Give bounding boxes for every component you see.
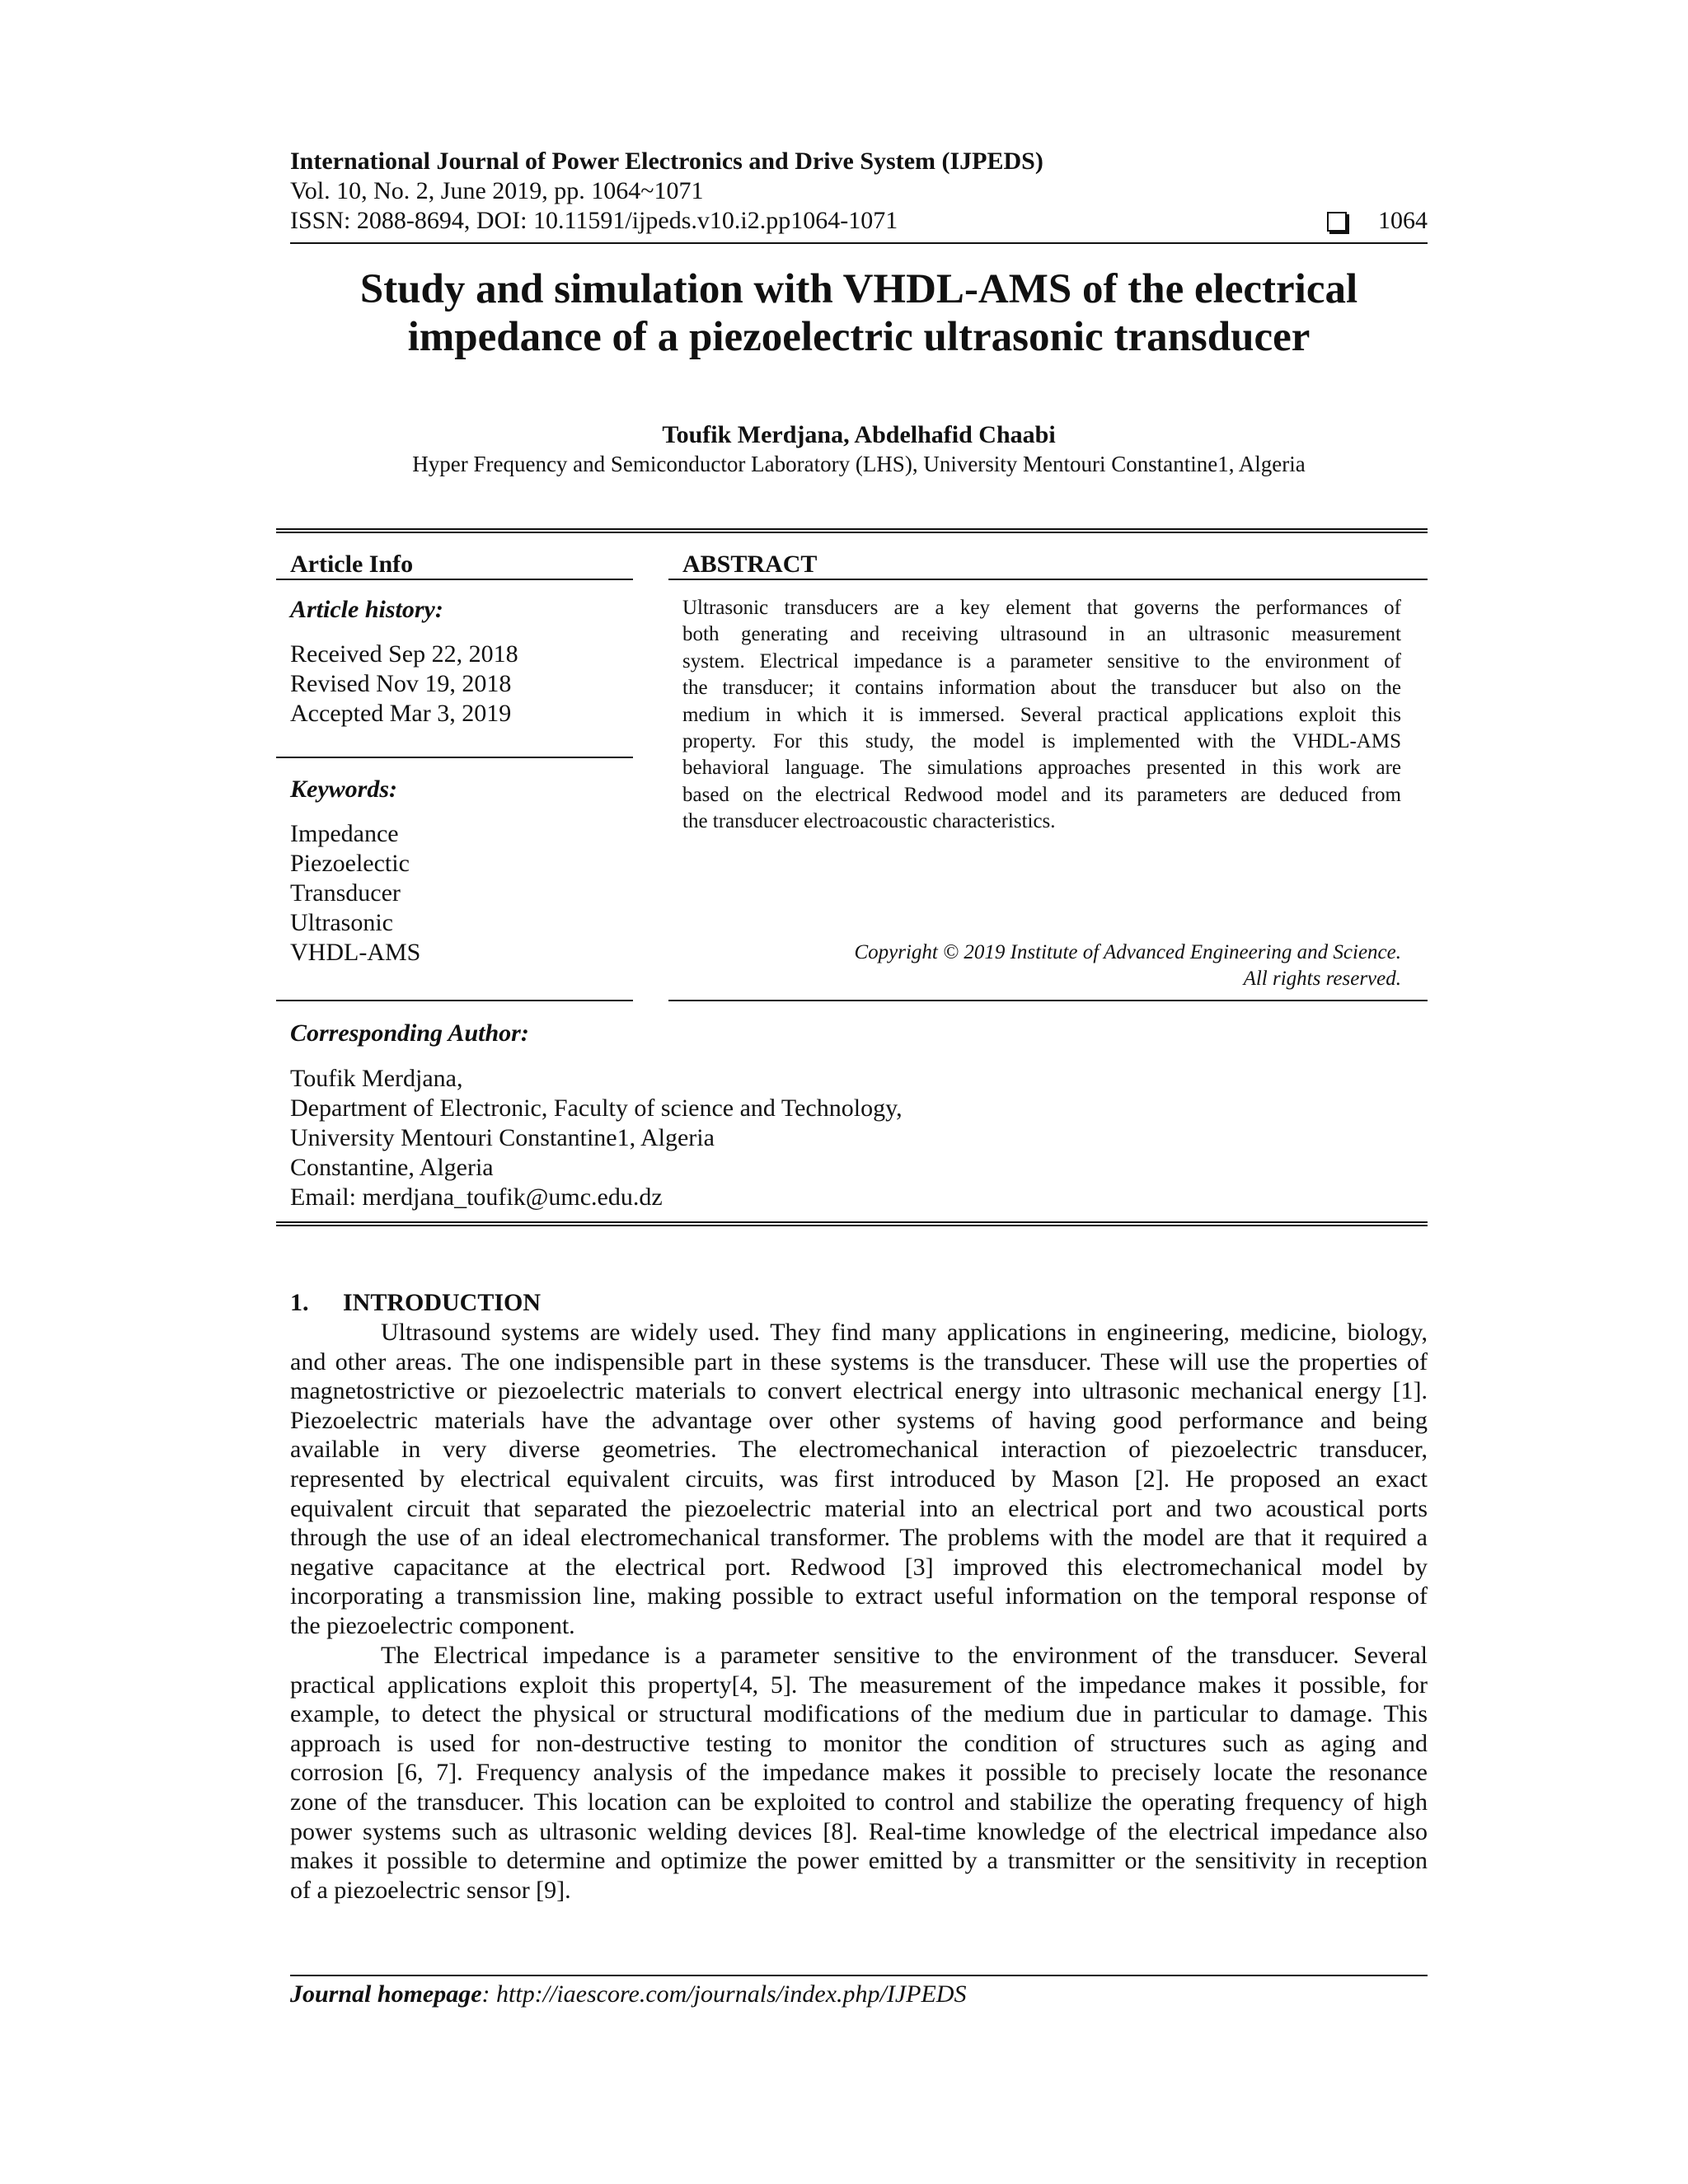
keyword-item: Ultrasonic: [290, 909, 393, 936]
keyword-item: Transducer: [290, 879, 401, 907]
corresponding-line: University Mentouri Constantine1, Algeria: [290, 1124, 715, 1151]
checkbox-square-icon: [1327, 212, 1347, 232]
journal-name: International Journal of Power Electronics and Drive System (IJPEDS): [290, 148, 1043, 175]
abstract-text: [682, 595, 1401, 836]
abstract-line: medium in which it is immersed. Several practical applications exploit this: [682, 703, 1401, 726]
keyword-item: Impedance: [290, 820, 399, 847]
paragraph-line: equivalent circuit that separated the piezoelectric material into an electrical port and two acoustical ports: [290, 1494, 1428, 1522]
paragraph-line: The Electrical impedance is a parameter sensitive to the environment of the transducer. Several: [381, 1642, 1428, 1669]
page-number-block: [1327, 206, 1428, 236]
paper-title: [247, 265, 1470, 361]
paragraph-line: corrosion [6, 7]. Frequency analysis of the impedance makes it possible to precisely locate the resonance: [290, 1759, 1428, 1787]
paragraph-line: example, to detect the physical or structural modifications of the medium due in particular to damage. This: [290, 1700, 1428, 1728]
paragraph-line: and other areas. The one indispensible part in these systems is the transducer. These will use the properties of: [290, 1347, 1428, 1376]
abstract-line: the transducer; it contains information about the transducer but also on the: [682, 677, 1401, 700]
history-revised: Revised Nov 19, 2018: [290, 670, 512, 697]
introduction-paragraph-1: [290, 1318, 1428, 1641]
abstract-line: both generating and receiving ultrasound in an ultrasonic measurement: [682, 623, 1401, 646]
copyright-line-1: Copyright © 2019 Institute of Advanced Engineering and Science.: [854, 941, 1401, 963]
abstract-heading: ABSTRACT: [682, 551, 818, 578]
section-title: INTRODUCTION: [343, 1289, 542, 1316]
info-box-top-rule: [276, 528, 1428, 533]
corresponding-author-details: [290, 1064, 903, 1212]
history-accepted: Accepted Mar 3, 2019: [290, 700, 512, 727]
abstract-bottom-rule: [668, 1000, 1428, 1001]
article-info-heading: Article Info: [290, 551, 414, 578]
abstract-line: based on the electrical Redwood model and its parameters are deduced from: [682, 783, 1401, 806]
introduction-paragraph-2: [290, 1641, 1428, 1905]
corresponding-author-heading: Corresponding Author:: [290, 1019, 529, 1047]
keywords-heading: Keywords:: [290, 776, 397, 803]
page-number: 1064: [1378, 207, 1428, 234]
abstract-line: Ultrasonic transducers are a key element that governs the performances of: [682, 597, 1401, 619]
keyword-item: Piezoelectic: [290, 850, 410, 877]
abstract-line: behavioral language. The simulations approaches presented in this work are: [682, 757, 1401, 780]
paragraph-line: negative capacitance at the electrical port. Redwood [3] improved this electromechanical model by: [290, 1553, 1428, 1581]
journal-homepage-label: Journal homepage: [290, 1980, 482, 2008]
abstract-line: property. For this study, the model is implemented with the VHDL-AMS: [682, 730, 1401, 753]
section-number: 1.: [290, 1289, 309, 1316]
volume-info: Vol. 10, No. 2, June 2019, pp. 1064~1071: [290, 177, 704, 204]
paragraph-line: of a piezoelectric sensor [9].: [290, 1876, 571, 1904]
paragraph-line: power systems such as ultrasonic welding devices [8]. Real-time knowledge of the electrical impedance also: [290, 1817, 1428, 1845]
corresponding-email: Email: merdjana_toufik@umc.edu.dz: [290, 1183, 663, 1211]
paragraph-line: zone of the transducer. This location can be exploited to control and stabilize the operating frequency of high: [290, 1788, 1428, 1816]
introduction-heading: [290, 1288, 541, 1318]
paragraph-line: Piezoelectric materials have the advantage over other systems of having good performance and being: [290, 1406, 1428, 1434]
paper-title-line-1: Study and simulation with VHDL-AMS of the electrical: [359, 266, 1358, 312]
paragraph-line: represented by electrical equivalent circuits, was first introduced by Mason [2]. He proposed an exact: [290, 1465, 1428, 1493]
paragraph-line: incorporating a transmission line, making possible to extract useful information on the temporal response of: [290, 1582, 1428, 1610]
corresponding-line: Department of Electronic, Faculty of science and Technology,: [290, 1094, 903, 1122]
info-box-bottom-rule: [276, 1221, 1428, 1226]
header-rule: [290, 242, 1428, 244]
authors: Toufik Merdjana, Abdelhafid Chaabi: [662, 421, 1056, 448]
footer-rule: [290, 1975, 1428, 1976]
paragraph-line: magnetostrictive or piezoelectric materials to convert electrical energy into ultrasonic mechanical energy [1].: [290, 1377, 1428, 1405]
keywords-list: [290, 819, 420, 968]
paragraph-line: practical applications exploit this property[4, 5]. The measurement of the impedance makes it possible, for: [290, 1671, 1428, 1699]
keywords-rule: [276, 1000, 633, 1001]
article-history-list: [290, 640, 518, 729]
paragraph-line: makes it possible to determine and optimize the power emitted by a transmitter or the sensitivity in reception: [290, 1847, 1428, 1875]
affiliation: Hyper Frequency and Semiconductor Laboratory (LHS), University Mentouri Constantine1, Algeria: [412, 452, 1306, 476]
history-received: Received Sep 22, 2018: [290, 640, 518, 668]
corresponding-line: Toufik Merdjana,: [290, 1065, 463, 1092]
article-history-heading: Article history:: [290, 596, 443, 623]
abstract-rule: [668, 579, 1428, 580]
journal-homepage: [290, 1980, 966, 2009]
keyword-item: VHDL-AMS: [290, 939, 421, 966]
history-rule: [276, 757, 633, 758]
paper-title-line-2: impedance of a piezoelectric ultrasonic transducer: [407, 314, 1311, 360]
article-info-rule: [276, 579, 633, 580]
corresponding-line: Constantine, Algeria: [290, 1154, 494, 1181]
issn-doi: ISSN: 2088-8694, DOI: 10.11591/ijpeds.v10.i2.pp1064-1071: [290, 207, 898, 234]
abstract-line: system. Electrical impedance is a parameter sensitive to the environment of: [682, 649, 1401, 673]
journal-homepage-url[interactable]: : http://iaescore.com/journals/index.php/IJPEDS: [481, 1980, 967, 2008]
paragraph-line: approach is used for non-destructive testing to monitor the condition of structures such as aging and: [290, 1729, 1428, 1757]
paragraph-line: through the use of an ideal electromechanical transformer. The problems with the model are that it required a: [290, 1524, 1428, 1552]
paragraph-line: the piezoelectric component.: [290, 1611, 575, 1639]
paragraph-line: available in very diverse geometries. The electromechanical interaction of piezoelectric transducer,: [290, 1436, 1428, 1464]
copyright-line-2: All rights reserved.: [1243, 968, 1401, 990]
paragraph-line: Ultrasound systems are widely used. They find many applications in engineering, medicine, biology,: [381, 1319, 1428, 1346]
abstract-line: the transducer electroacoustic characteristics.: [682, 810, 1056, 833]
